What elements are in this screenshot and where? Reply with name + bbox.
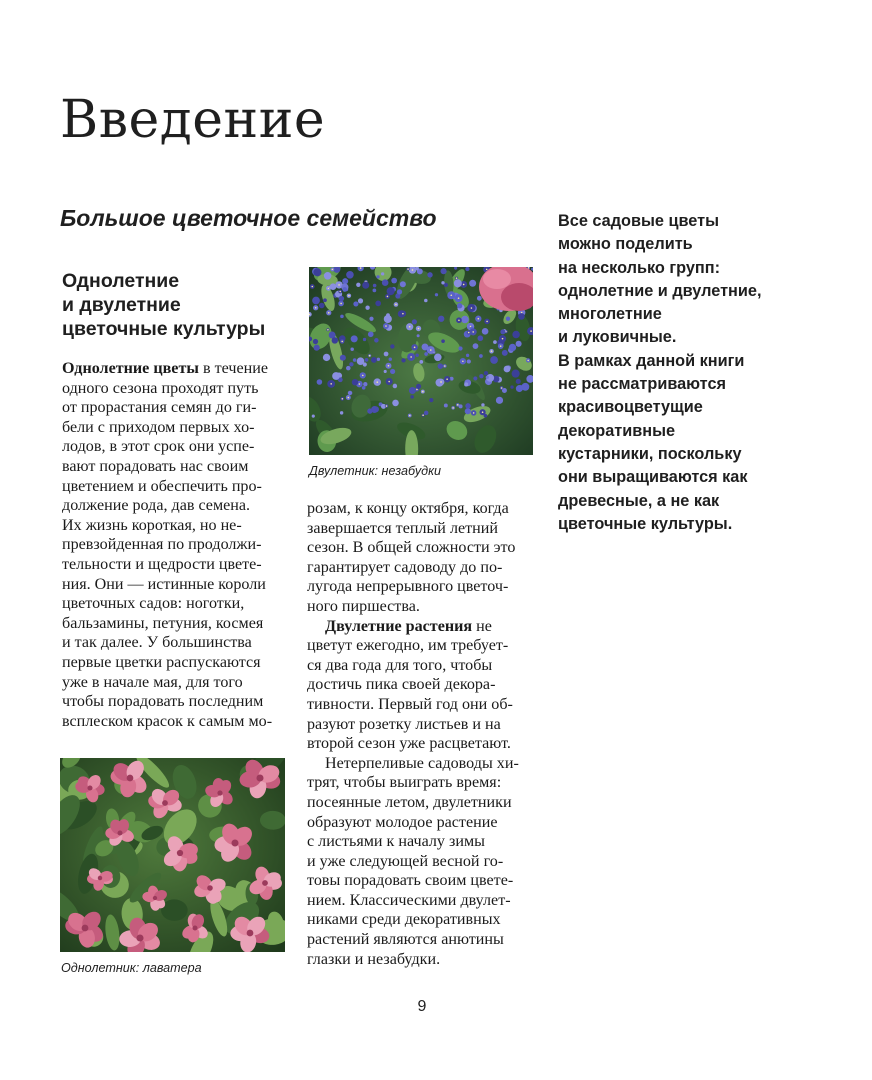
body-column-1 (62, 359, 284, 731)
body-line: растений являются анютины (307, 931, 504, 949)
sidebar-line: они выращиваются как (558, 468, 748, 487)
forget-me-not-illustration (309, 267, 533, 455)
section-title: Большое цветочное семейство (60, 205, 437, 231)
body-line: ния. Они — истинные короли (62, 575, 266, 593)
body-line: товы порадовать своим цвете- (307, 872, 514, 890)
sidebar-line: древесные, а не как (558, 491, 720, 510)
lavatera-caption: Однолетник: лаватера (61, 961, 202, 975)
lavatera-illustration (60, 758, 285, 952)
page-number: 9 (417, 998, 427, 1015)
term-annuals: Однолетние цветы (62, 360, 199, 377)
body-line-text: не (472, 617, 492, 635)
forget-me-not-caption: Двулетник: незабудки (309, 464, 442, 478)
sidebar-line: однолетние и двулетние, (558, 281, 762, 300)
body-line: и так далее. У большинства (62, 634, 252, 652)
sidebar-line: В рамках данной книги (558, 351, 745, 370)
body-line: превзойденная по продолжи- (62, 536, 262, 554)
sidebar-line: красивоцветущие (558, 398, 703, 417)
body-line: тивности. Первый год они об- (307, 695, 513, 713)
forget-me-not-photo (309, 267, 533, 455)
chapter-title: Введение (60, 90, 326, 150)
subsection-title-line: цветочные культуры (62, 318, 266, 340)
body-line: чтобы порадовать последним (62, 693, 264, 711)
body-line: гарантирует садоводу до по- (307, 558, 503, 576)
body-line: нием. Классическими двулет- (307, 891, 511, 909)
body-line: должение рода, дав семена. (62, 497, 251, 515)
body-line: образуют молодое растение (307, 813, 498, 831)
body-line: от прорастания семян до ги- (62, 399, 257, 417)
body-line: одного сезона проходят путь (62, 379, 259, 397)
lavatera-photo (60, 758, 285, 952)
sidebar-line: Все садовые цветы (558, 212, 719, 230)
body-line-text: в течение (198, 360, 268, 377)
body-line: цветением и обеспечить про- (62, 477, 262, 495)
body-line: цветочных садов: ноготки, (62, 595, 245, 613)
body-line (62, 359, 284, 379)
body-line: уже в начале мая, для того (62, 673, 243, 691)
subsection-title-line: и двулетние (62, 294, 181, 316)
body-line: завершается теплый летний (307, 519, 498, 537)
body-line: лодов, в этот срок они успе- (62, 438, 255, 456)
body-line: всплеском красок к самым мо- (62, 712, 273, 730)
subsection-title (62, 269, 292, 341)
sidebar-line: на несколько групп: (558, 258, 721, 277)
body-line: Их жизнь короткая, но не- (62, 516, 242, 534)
sidebar-line: цветочные культуры. (558, 514, 733, 533)
body-line: бальзамины, петуния, космея (62, 614, 264, 632)
sidebar-line: кустарники, поскольку (558, 444, 742, 463)
body-line: второй сезон уже расцветают. (307, 735, 511, 753)
body-line: ся два года для того, чтобы (307, 656, 493, 674)
term-biennials: Двулетние растения (325, 617, 473, 635)
body-line (307, 617, 533, 637)
body-line: первые цветки распускаются (62, 653, 261, 671)
body-line: тельности и щедрости цвете- (62, 555, 262, 573)
sidebar-line: и луковичные. (558, 328, 677, 347)
body-line: разуют розетку листьев и на (307, 715, 501, 733)
body-column-2 (307, 499, 533, 969)
body-line: вают порадовать нас своим (62, 457, 249, 475)
body-line: бели с приходом первых хо- (62, 418, 255, 436)
body-line: Нетерпеливые садоводы хи- (325, 754, 519, 772)
body-line: с листьями к началу зимы (307, 833, 485, 851)
body-line: посеянные летом, двулетники (307, 793, 512, 811)
subsection-title-line: Однолетние (62, 270, 180, 292)
body-line: никами среди декоративных (307, 911, 501, 929)
body-line: и уже следующей весной го- (307, 852, 504, 870)
sidebar-note (558, 210, 808, 536)
body-line: трят, чтобы выиграть время: (307, 774, 502, 792)
sidebar-line: многолетние (558, 305, 662, 324)
body-line: достичь пика своей декора- (307, 676, 496, 694)
body-line: сезон. В общей сложности это (307, 539, 516, 557)
body-line: цветут ежегодно, им требует- (307, 637, 509, 655)
body-line: глазки и незабудки. (307, 950, 441, 968)
body-line: розам, к концу октября, когда (307, 500, 509, 517)
sidebar-line: декоративные (558, 421, 676, 440)
body-line: ного пиршества. (307, 597, 420, 615)
sidebar-line: не рассматриваются (558, 375, 726, 394)
sidebar-line: можно поделить (558, 235, 693, 254)
body-line: лугода непрерывного цветоч- (307, 578, 509, 596)
